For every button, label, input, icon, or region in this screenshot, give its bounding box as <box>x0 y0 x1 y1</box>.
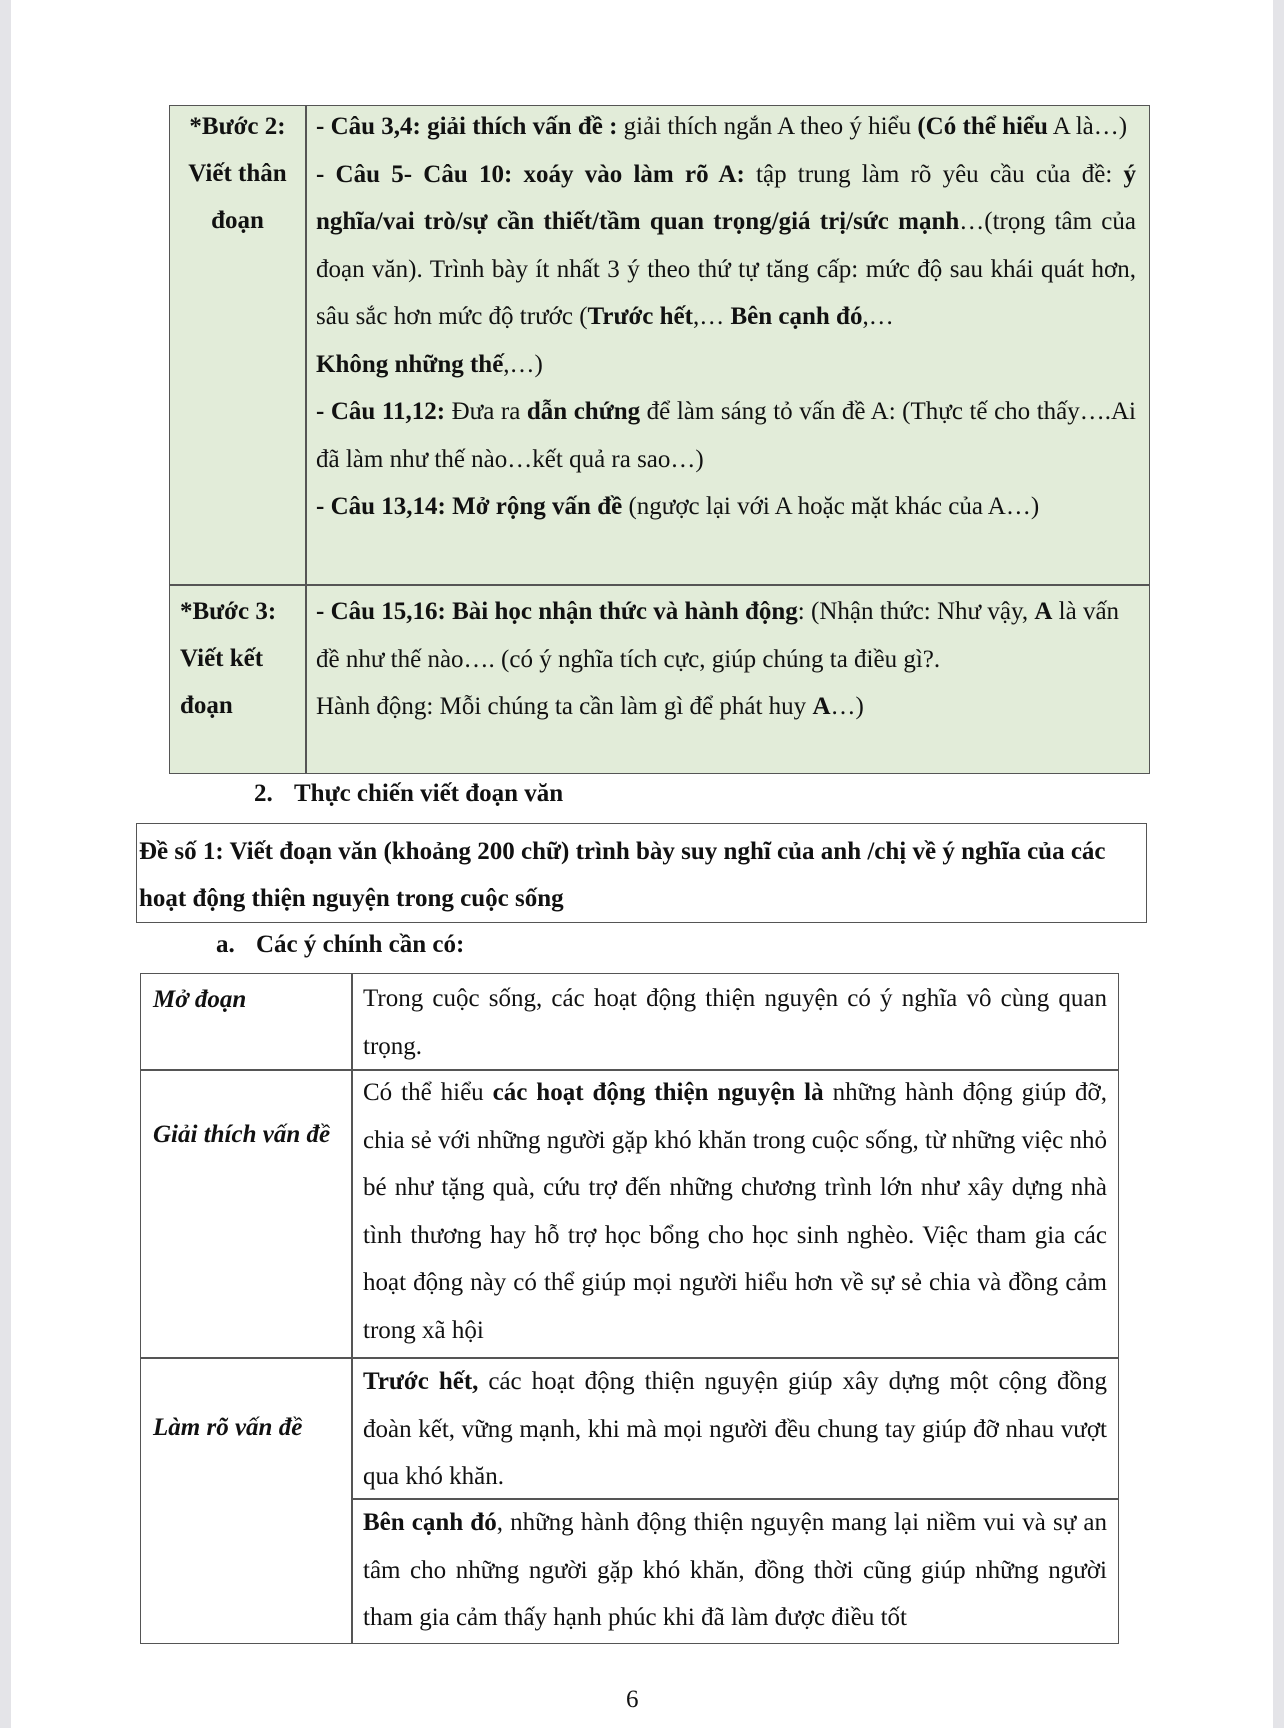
text: để làm sáng tỏ vấn đề A: (Thực tế cho thấy….Ai đã làm như thế nào…kết quả ra sao…) <box>316 398 1137 473</box>
column-divider <box>351 974 353 1643</box>
text-bold: - Câu 15,16: Bài học nhận thức và hành động <box>316 598 798 625</box>
step2-content <box>316 103 1136 531</box>
row-label-giai-thich: Giải thích vấn đề <box>153 1121 331 1148</box>
text: Hành động: Mỗi chúng ta cần làm gì để phát huy <box>316 693 813 720</box>
subsection-heading <box>216 925 464 965</box>
text-bold: - Câu 5- Câu 10: xoáy vào làm rõ A: <box>316 160 745 188</box>
prompt-box: Đề số 1: Viết đoạn văn (khoảng 200 chữ) trình bày suy nghĩ của anh /chị về ý nghĩa của các hoạt động thiện nguyện trong cuộc sống <box>136 823 1147 923</box>
text: tập trung làm rõ yêu cầu của đề: <box>744 160 1124 188</box>
text: Có thể hiểu <box>363 1079 493 1106</box>
text-bold: A <box>812 693 831 720</box>
row-label-lam-ro: Làm rõ vấn đề <box>153 1414 303 1441</box>
row-content-lam-ro-2 <box>363 1499 1107 1642</box>
text-bold: A <box>1034 598 1053 625</box>
paragraph <box>363 1499 1107 1642</box>
page-number: 6 <box>626 1686 639 1713</box>
step3-content <box>316 588 1136 731</box>
section-heading <box>254 774 563 814</box>
step3-label-line: đoạn <box>180 692 233 719</box>
section-title: Thực chiến viết đoạn văn <box>294 780 564 807</box>
paragraph <box>363 975 1107 1070</box>
text-bold: - Câu 11,12: <box>316 398 446 425</box>
text: các hoạt động thiện nguyện giúp xây dựng một cộng đồng đoàn kết, vững mạnh, khi mà mọi người đều chung tay giúp đỡ nhau vượt qua khó khăn. <box>363 1368 1107 1490</box>
step2-label-line: Viết thân <box>188 160 287 187</box>
step3-item-1 <box>316 588 1136 683</box>
subsection-number: a. <box>216 931 235 958</box>
text-bold: dẫn chứng <box>526 398 641 425</box>
text: ,… <box>692 303 731 330</box>
step2-label-line: *Bước 2: <box>189 113 286 140</box>
row-content-mo-doan <box>363 975 1107 1070</box>
text: , những hành động thiện nguyện mang lại niềm vui và sự an tâm cho những người gặp khó khăn, đồng thời cũng giúp những người tham gia cảm thấy hạnh phúc khi đã làm được điều tốt <box>363 1509 1107 1631</box>
text: những hành động giúp đỡ, chia sẻ với những người gặp khó khăn trong cuộc sống, từ những việc nhỏ bé như tặng quà, cứu trợ đến những chương trình lớn như xây dựng nhà tình thương hay hỗ trợ học bổng cho học sinh nghèo. Việc tham gia các hoạt động này có thể giúp mọi người hiểu hơn về sự sẻ chia và đồng cảm trong xã hội <box>363 1079 1107 1344</box>
text: là vấn đề như thế nào…. (có ý nghĩa tích cực, giúp chúng ta điều gì?. <box>316 598 1120 673</box>
step2-label-line: đoạn <box>211 207 264 234</box>
text: A là…) <box>1047 113 1128 140</box>
text-bold: ý nghĩa/vai trò/sự cần thiết/tầm quan trọng/giá trị/sức mạnh <box>316 160 1137 235</box>
step3-label <box>170 588 305 729</box>
section-number: 2. <box>254 780 273 807</box>
document-page <box>11 0 1273 1728</box>
column-divider <box>305 106 307 773</box>
paragraph <box>363 1358 1107 1501</box>
paragraph <box>363 1069 1107 1354</box>
row-content-lam-ro-1 <box>363 1358 1107 1501</box>
text: Trong cuộc sống, các hoạt động thiện nguyện có ý nghĩa vô cùng quan trọng. <box>363 985 1107 1060</box>
text: Đưa ra <box>445 398 527 425</box>
text: ,… <box>862 303 894 330</box>
text: : (Nhận thức: Như vậy, <box>797 598 1035 625</box>
text-bold: các hoạt động thiện nguyện là <box>492 1079 824 1106</box>
text-bold: Bên cạnh đó <box>363 1509 497 1536</box>
text-bold: Bên cạnh đó <box>730 303 863 330</box>
step2-item-1 <box>316 103 1136 151</box>
step3-item-2 <box>316 683 1136 731</box>
text-bold: Trước hết <box>587 303 693 330</box>
text-bold: (Có thể hiểu <box>917 113 1048 140</box>
text-bold: - Câu 3,4: giải thích vấn đề : <box>316 113 618 140</box>
text-bold: Trước hết, <box>363 1368 479 1395</box>
row-divider <box>170 584 1149 586</box>
text: ,…) <box>503 350 543 378</box>
steps-table <box>169 105 1150 774</box>
step3-label-line: *Bước 3: <box>180 598 277 625</box>
text: giải thích ngắn A theo ý hiểu <box>617 113 918 140</box>
text: (ngược lại với A hoặc mặt khác của A…) <box>622 493 1040 520</box>
subsection-title: Các ý chính cần có: <box>256 931 465 958</box>
row-label-mo-doan: Mở đoạn <box>153 986 247 1013</box>
step2-item-3 <box>316 388 1136 483</box>
step2-label <box>170 103 305 244</box>
ideas-table <box>140 973 1119 1644</box>
text-bold: Không những thế <box>316 350 504 378</box>
step2-item-4 <box>316 483 1136 531</box>
step3-label-line: Viết kết <box>180 645 264 672</box>
text-bold: - Câu 13,14: Mở rộng vấn đề <box>316 493 623 520</box>
text: …) <box>830 693 864 720</box>
text: …(trọng tâm của đoạn văn). Trình bày ít nhất 3 ý theo thứ tự tăng cấp: mức độ sau khái quát hơn, sâu sắc hơn mức độ trước ( <box>316 208 1137 330</box>
step2-item-2 <box>316 151 1136 389</box>
row-content-giai-thich <box>363 1069 1107 1354</box>
